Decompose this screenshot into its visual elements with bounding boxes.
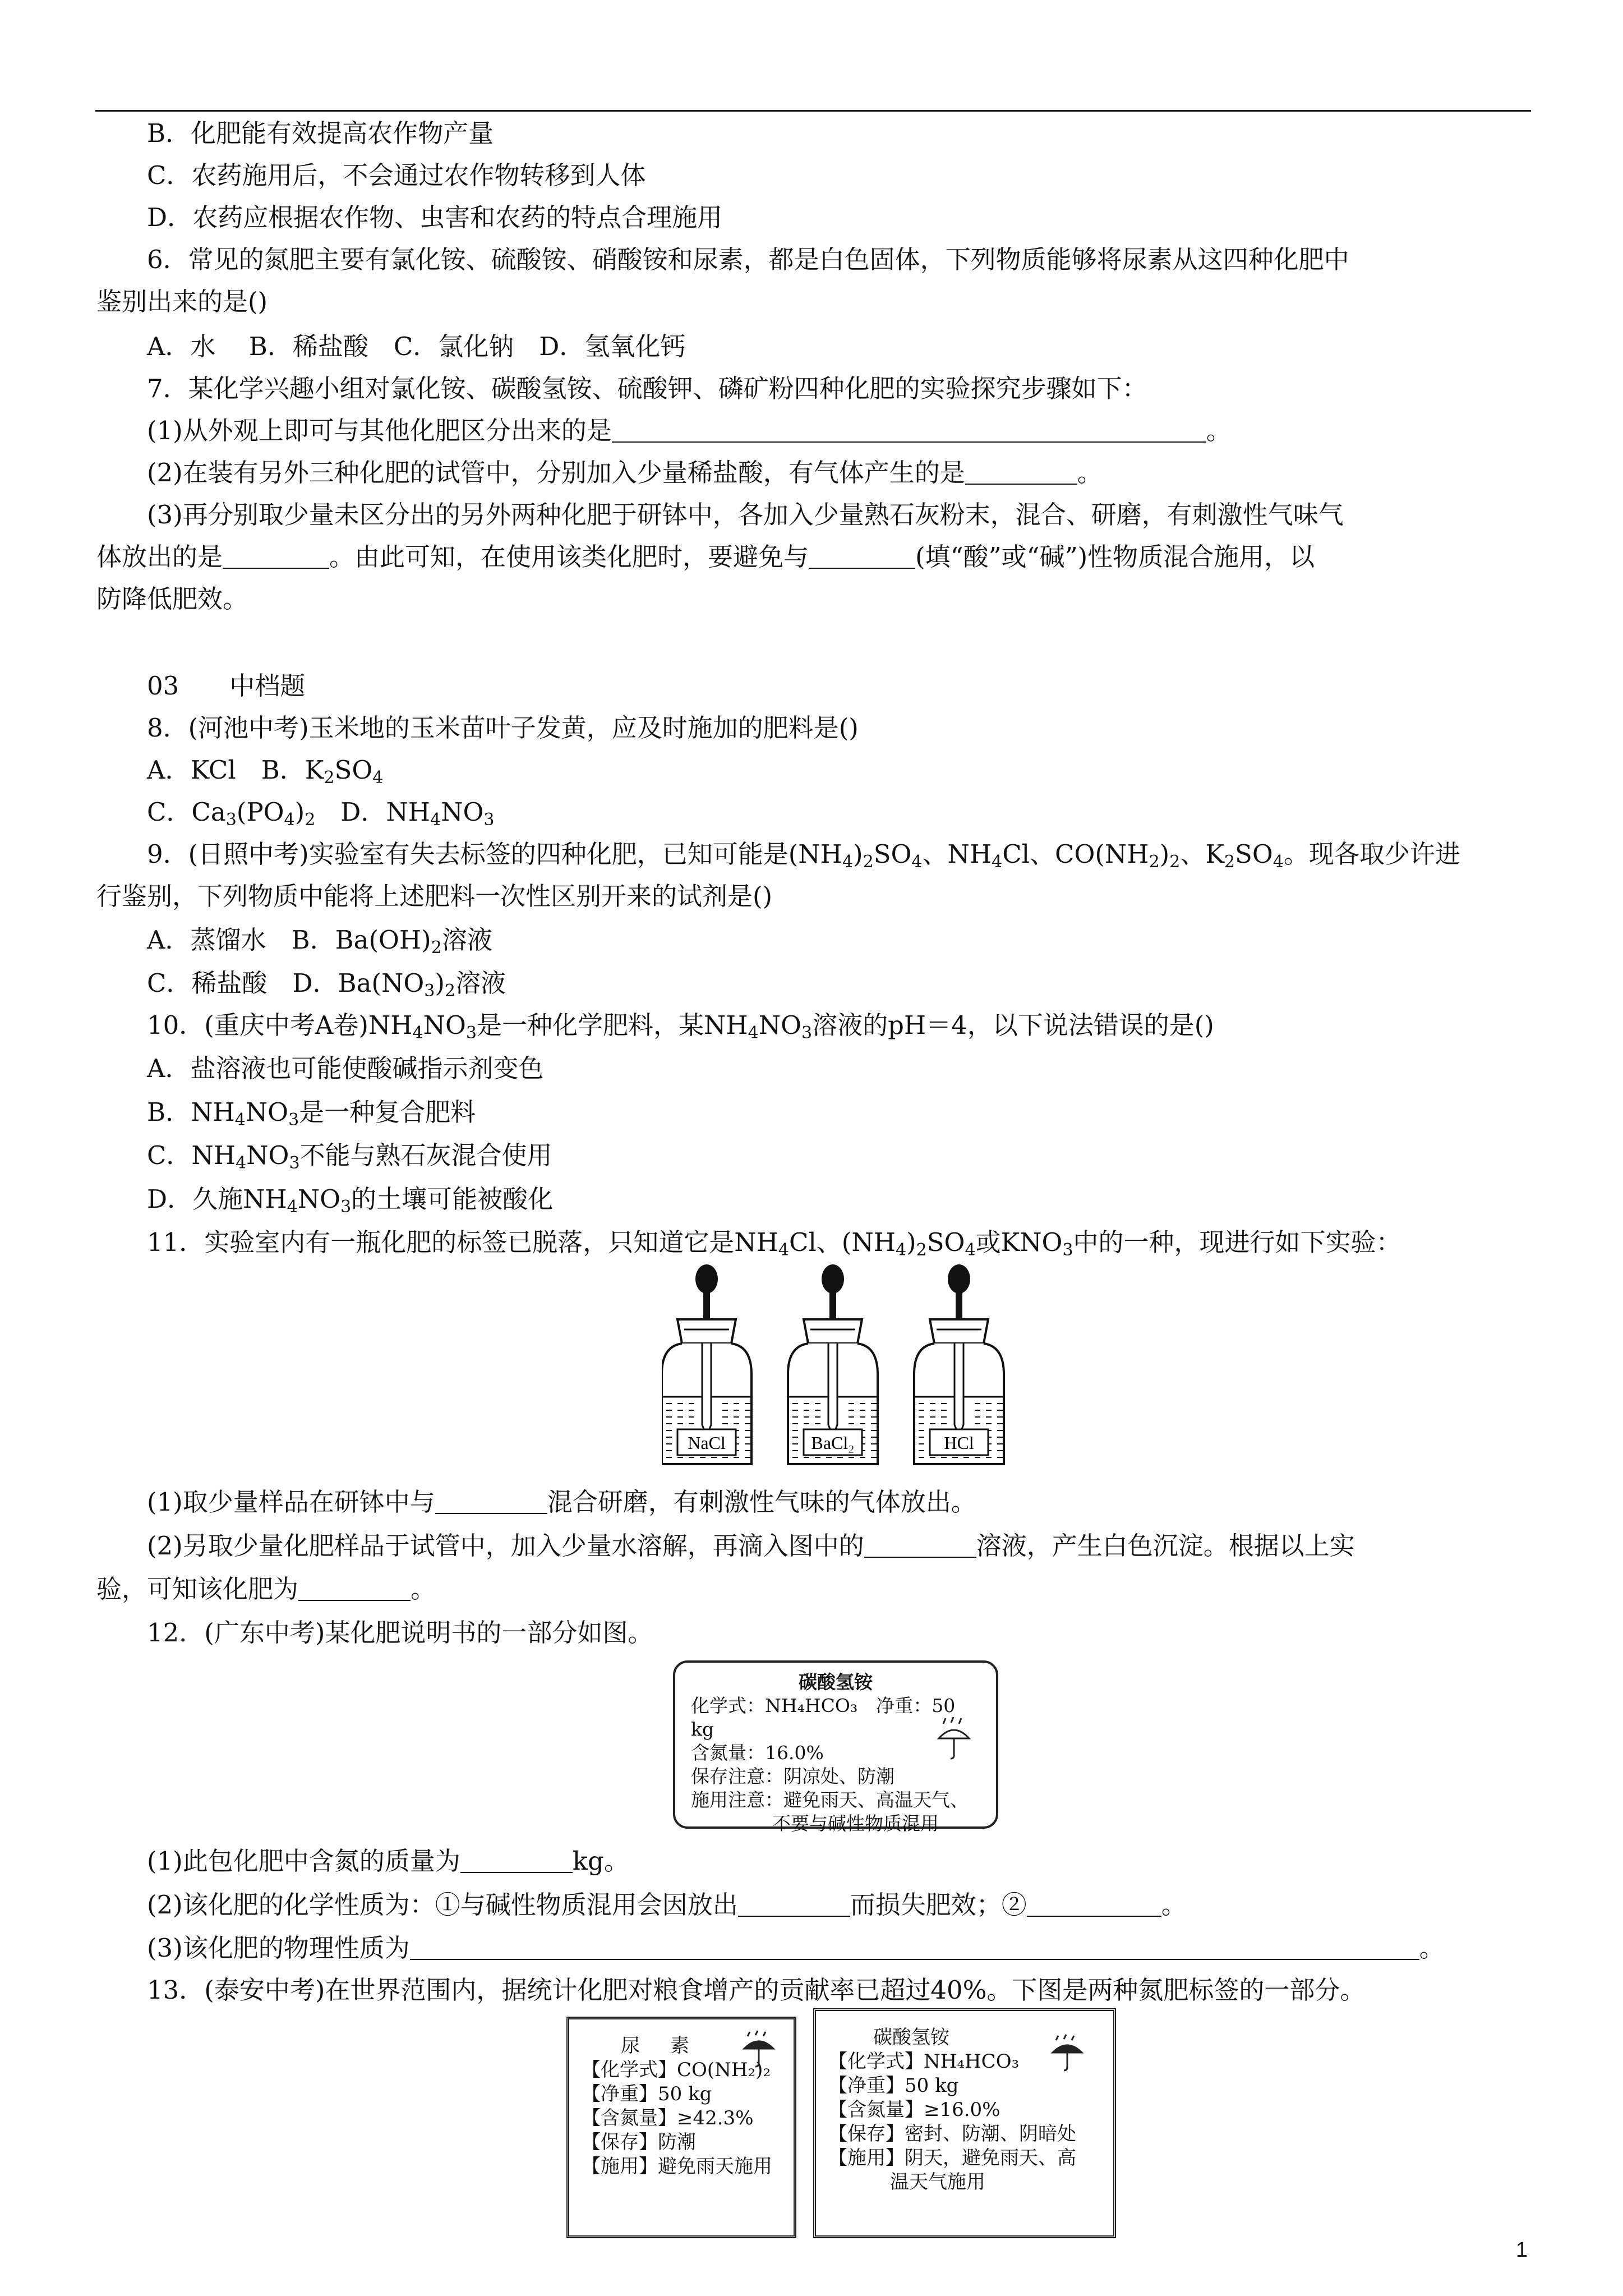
label-use-1: 施用注意：避免雨天、高温天气、 [691, 1789, 969, 1811]
question-10-option-c: C．$NH_4NO_3$不能与熟石灰混合使用 [147, 1140, 552, 1173]
label-storage: 保存注意：阴凉处、防潮 [691, 1765, 895, 1787]
answer-blank[interactable] [864, 1534, 976, 1558]
question-7-part3-line3: 防降低肥效。 [96, 584, 248, 614]
question-13: 13．(泰安中考)在世界范围内，据统计化肥对粮食增产的贡献率已超过40%。下图是两种氮肥标签的一部分。 [147, 1975, 1366, 2005]
question-9-options-cd: C．稀盐酸 D．$Ba(NO_3)_2$溶液 [147, 968, 506, 1001]
option-b: B．化肥能有效提高农作物产量 [147, 118, 494, 148]
header-rule [95, 110, 1531, 112]
urea-label-title: 尿 素 [621, 2035, 695, 2057]
bottle-label: BaCl₂ [811, 1433, 855, 1453]
option-c: C．农药施用后，不会通过农作物转移到人体 [147, 160, 646, 190]
answer-blank[interactable] [460, 1849, 573, 1873]
answer-blank[interactable] [298, 1577, 411, 1601]
ab-label-use-1: 【施用】阴天，避免雨天、高 [828, 2147, 1076, 2169]
question-8-options-cd: C．$Ca_3(PO_4)_2$ D．$NH_4NO_3$ [147, 797, 495, 830]
urea-label-nitrogen: 【含氮量】≥42.3% [582, 2107, 754, 2129]
answer-blank[interactable] [435, 1490, 547, 1514]
umbrella-rain-icon [934, 1716, 974, 1761]
urea-label-use: 【施用】避免雨天施用 [582, 2155, 772, 2178]
question-11-part2-line2: 验，可知该化肥为 。 [96, 1574, 436, 1604]
label-title: 碳酸氢铵 [799, 1671, 873, 1693]
answer-blank[interactable] [612, 419, 1206, 443]
answer-blank[interactable] [738, 1893, 850, 1917]
label-nitrogen: 含氮量：16.0% [691, 1742, 824, 1764]
question-7-part1: (1)从外观上即可与其他化肥区分出来的是 。 [147, 416, 1232, 445]
question-7-part3-line1: (3)再分别取少量未区分出的另外两种化肥于研钵中，各加入少量熟石灰粉末，混合、研磨，有刺激性气味气 [147, 500, 1344, 530]
question-10-option-d: D．久施$NH_4NO_3$的土壤可能被酸化 [147, 1184, 554, 1217]
answer-blank[interactable] [809, 545, 915, 569]
question-9-line2: 行鉴别，下列物质中能将上述肥料一次性区别开来的试剂是() [96, 881, 773, 911]
label-formula-weight: 化学式：NH₄HCO₃ 净重：50 kg [691, 1695, 956, 1740]
ammonium-bicarbonate-label [813, 2008, 1116, 2238]
question-9-options-ab: A．蒸馏水 B．$Ba(OH)_2$溶液 [147, 925, 492, 958]
question-10: 10．(重庆中考A卷)$NH_4NO_3$是一种化学肥料，某$NH_4NO_3$溶液的pH＝4，以下说法错误的是() [147, 1010, 1214, 1043]
question-6-line2: 鉴别出来的是() [96, 287, 268, 316]
question-11: 11．实验室内有一瓶化肥的标签已脱落，只知道它是$NH_4Cl$、$(NH_4)_2SO_4$或$KNO_3$中的一种，现进行如下实验： [147, 1227, 1401, 1260]
question-12-part2: (2)该化肥的化学性质为：①与碱性物质混用会因放出 而损失肥效；② 。 [147, 1890, 1187, 1920]
umbrella-rain-icon [1049, 2033, 1085, 2073]
ab-label-title: 碳酸氢铵 [873, 2026, 949, 2049]
dropper-bottle [914, 1264, 1004, 1464]
urea-label [566, 2017, 796, 2238]
question-11-part2-line1: (2)另取少量化肥样品于试管中，加入少量水溶解，再滴入图中的 溶液，产生白色沉淀。根据以上实 [147, 1531, 1355, 1561]
question-10-option-b: B．$NH_4NO_3$是一种复合肥料 [147, 1097, 476, 1130]
answer-blank[interactable] [1027, 1893, 1161, 1917]
page-number: 1 [1515, 2238, 1528, 2262]
label-use-2: 不要与碱性物质混用 [772, 1812, 939, 1834]
question-8-options-ab: A．KCl B．$K_2SO_4$ [147, 755, 384, 788]
ab-label-nitrogen: 【含氮量】≥16.0% [828, 2099, 1000, 2121]
ab-label-weight: 【净重】50 kg [828, 2074, 959, 2097]
question-11-part1: (1)取少量样品在研钵中与 混合研磨，有刺激性气味的气体放出。 [147, 1487, 976, 1517]
ab-label-storage: 【保存】密封、防潮、阴暗处 [828, 2123, 1076, 2145]
question-7-part2: (2)在装有另外三种化肥的试管中，分别加入少量稀盐酸，有气体产生的是 。 [147, 458, 1103, 487]
umbrella-rain-icon [741, 2030, 777, 2069]
urea-label-weight: 【净重】50 kg [582, 2083, 712, 2105]
ab-label-formula: 【化学式】NH₄HCO₃ [828, 2050, 1020, 2073]
fertilizer-label-q12 [673, 1660, 998, 1834]
option-d: D．农药应根据农作物、虫害和农药的特点合理施用 [147, 203, 723, 232]
dropper-bottle [662, 1264, 751, 1464]
dropper-bottle [788, 1264, 878, 1464]
question-7-part3-line2: 体放出的是 。由此可知，在使用该类化肥时，要避免与 (填“酸”或“碱”)性物质混合施用，以 [96, 542, 1315, 572]
question-9-line1: 9．(日照中考)实验室有失去标签的四种化肥，已知可能是$(NH_4)_2SO_4$、$NH_4Cl$、$CO(NH_2)_2$、$K_2SO_4$。现各取少许进 [147, 839, 1460, 872]
question-12: 12．(广东中考)某化肥说明书的一部分如图。 [147, 1618, 653, 1648]
question-7: 7．某化学兴趣小组对氯化铵、碳酸氢铵、硫酸钾、磷矿粉四种化肥的实验探究步骤如下： [147, 374, 1147, 403]
bottle-label: NaCl [688, 1433, 726, 1453]
answer-blank[interactable] [965, 461, 1077, 485]
answer-blank[interactable] [410, 1936, 1419, 1960]
question-10-option-a: A．盐溶液也可能使酸碱指示剂变色 [147, 1053, 544, 1083]
ab-label-use-2: 温天气施用 [890, 2171, 985, 2193]
question-12-part1: (1)此包化肥中含氮的质量为 kg。 [147, 1846, 629, 1876]
urea-label-formula: 【化学式】CO(NH₂)₂ [582, 2059, 771, 2081]
dropper-bottles-figure [662, 1262, 1066, 1475]
question-12-part3: (3)该化肥的物理性质为 。 [147, 1933, 1445, 1963]
bottle-label: HCl [944, 1433, 974, 1453]
answer-blank[interactable] [223, 545, 329, 569]
question-8: 8．(河池中考)玉米地的玉米苗叶子发黄，应及时施加的肥料是() [147, 713, 859, 743]
question-6-options: A．水 B．稀盐酸 C．氯化钠 D．氢氧化钙 [147, 332, 686, 361]
question-6-line1: 6．常见的氮肥主要有氯化铵、硫酸铵、硝酸铵和尿素，都是白色固体，下列物质能够将尿素从这四种化肥中 [147, 245, 1349, 274]
urea-label-storage: 【保存】防潮 [582, 2131, 696, 2154]
section-heading: 03 中档题 [147, 671, 306, 701]
